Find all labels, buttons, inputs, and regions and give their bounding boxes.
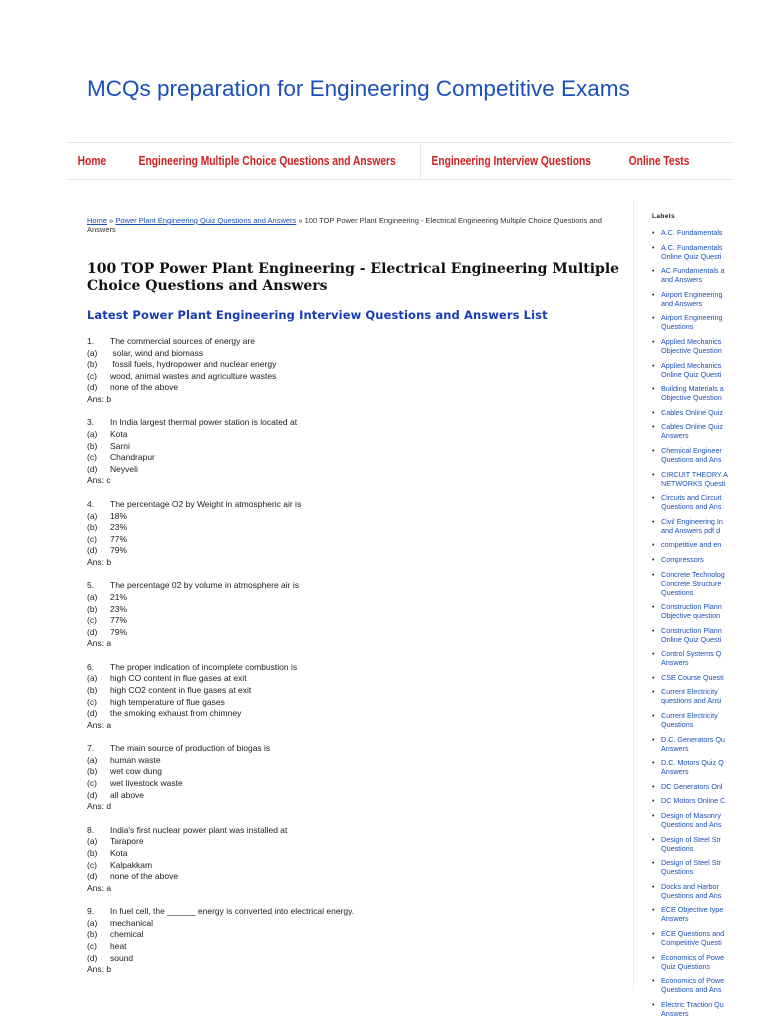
question-text: In India largest thermal power station is located at: [110, 417, 298, 428]
answer-key: Ans: b: [87, 964, 112, 975]
label-link-text: NETWORKS Questi: [661, 478, 726, 488]
breadcrumb-category-link[interactable]: Power Plant Engineering Quiz Questions and Answers: [115, 216, 297, 225]
label-link[interactable]: [652, 555, 768, 564]
option-letter: (d): [87, 952, 98, 963]
question-line: [87, 662, 632, 674]
answer-option: [87, 382, 632, 394]
answer-option: [87, 836, 632, 848]
option-text: solar, wind and biomass: [110, 347, 204, 358]
label-link[interactable]: [652, 266, 768, 284]
label-link-text: • ECE Questions and: [661, 929, 725, 938]
label-link-text: • D.C. Generators Qu: [661, 734, 725, 744]
answer-key: Ans: a: [87, 882, 112, 893]
label-link[interactable]: [652, 470, 768, 488]
column-divider: [633, 200, 634, 990]
question-text: In fuel cell, the ______ energy is converted into electrical energy.: [110, 906, 355, 917]
option-letter: (c): [87, 370, 97, 381]
answer-option: [87, 848, 632, 860]
option-letter: (c): [87, 859, 97, 870]
breadcrumb-separator: »: [296, 216, 305, 225]
question-text: India's first nuclear power plant was installed at: [110, 824, 288, 835]
answer-key: Ans: d: [87, 801, 112, 812]
label-link-text: • DC Motors Online C: [661, 796, 726, 806]
label-link-text: • Current Electricity: [661, 687, 718, 697]
breadcrumb-current: 100 TOP Power Plant Engineering - Electrical Engineering Multiple Choice Questions and Answers: [87, 216, 602, 234]
question-number: 3.: [87, 417, 95, 428]
option-letter: (b): [87, 766, 98, 777]
option-text: human waste: [110, 754, 161, 765]
label-link[interactable]: [652, 673, 768, 682]
answer-option: [87, 673, 632, 685]
answer-option: [87, 627, 632, 639]
option-text: 77%: [110, 615, 128, 626]
answer-option: [87, 429, 632, 441]
site-title[interactable]: MCQs preparation for Engineering Competitive Exams: [87, 76, 630, 101]
question-line: [87, 743, 632, 755]
label-link-text: Questions and Ans: [661, 985, 722, 995]
nav-engineering-mcq[interactable]: Engineering Multiple Choice Questions and Answers: [138, 154, 396, 168]
option-letter: (a): [87, 510, 98, 521]
post-subheading: Latest Power Plant Engineering Interview Questions and Answers List: [87, 308, 548, 322]
option-text: 79%: [110, 545, 128, 556]
option-text: high CO2 content in flue gases at exit: [110, 685, 252, 695]
label-link[interactable]: [652, 446, 768, 464]
answer-option: [87, 941, 632, 953]
option-text: 23%: [110, 522, 128, 533]
label-link[interactable]: [652, 796, 768, 805]
label-link-text: • Chemical Engineer: [661, 445, 722, 455]
answer-key: Ans: b: [87, 393, 112, 404]
option-letter: (d): [87, 789, 98, 800]
label-link[interactable]: [652, 905, 768, 923]
question-number: 4.: [87, 498, 95, 509]
question-list: [87, 336, 632, 976]
label-link[interactable]: [652, 540, 768, 549]
label-link-text: • CSE Course Questi: [661, 672, 724, 682]
label-link[interactable]: [652, 570, 768, 597]
question-text: The percentage 02 by volume in atmosphere air is: [110, 580, 299, 591]
question-line: [87, 906, 632, 918]
answer-option: [87, 790, 632, 802]
option-letter: (d): [87, 545, 98, 556]
option-letter: (c): [87, 452, 97, 463]
option-text: wood, animal wastes and agriculture wastes: [110, 370, 277, 381]
label-link-text: Questions and Ans: [661, 820, 722, 830]
label-link-text: • competitive and en: [661, 540, 722, 550]
question-number: 9.: [87, 906, 95, 917]
question-line: [87, 417, 632, 429]
answer-option: [87, 592, 632, 604]
label-link[interactable]: [652, 408, 768, 417]
answer-option: [87, 953, 632, 965]
label-link-text: questions and Ansi: [661, 696, 722, 706]
labels-heading: Labels: [652, 213, 675, 220]
question-item: [87, 417, 632, 487]
question-number: 6.: [87, 661, 95, 672]
label-link-text: • ECE Objective type: [661, 905, 724, 915]
label-link-text: Questions: [661, 322, 694, 332]
option-text: 23%: [110, 603, 128, 614]
option-letter: (a): [87, 591, 98, 602]
label-link-text: • Construction Plann: [661, 602, 722, 612]
label-link[interactable]: [652, 493, 768, 511]
question-item: [87, 580, 632, 650]
label-link-text: • Design of Steel Str: [661, 858, 721, 868]
label-link-text: • DC Generators Onl: [661, 781, 723, 791]
option-letter: (c): [87, 615, 97, 626]
label-link-text: Answers: [661, 658, 689, 668]
label-link-text: • Airport Engineering: [661, 313, 723, 323]
label-link-text: • A.C. Fundamentals: [661, 228, 723, 237]
option-letter: (b): [87, 929, 98, 940]
answer-option: [87, 359, 632, 371]
label-link[interactable]: [652, 929, 768, 947]
answer-option: [87, 697, 632, 709]
option-letter: (b): [87, 685, 98, 695]
answer-option: [87, 871, 632, 883]
label-link-text: and Answers pdf d: [661, 525, 721, 535]
label-link-text: Online Quiz Questi: [661, 634, 722, 644]
label-link-text: • Current Electricity: [661, 711, 718, 721]
label-link-text: • D.C. Motors Quiz Q: [661, 758, 724, 768]
label-link[interactable]: [652, 290, 768, 308]
option-letter: (b): [87, 522, 98, 533]
label-link[interactable]: [652, 361, 768, 379]
option-text: Neyveli: [110, 463, 138, 474]
label-link-text: Answers: [661, 743, 689, 753]
label-link-text: • Design of Steel Str: [661, 834, 721, 844]
question-item: [87, 906, 632, 976]
main-content: [87, 216, 632, 988]
label-link-text: Questions: [661, 867, 694, 877]
question-item: [87, 825, 632, 895]
option-letter: (d): [87, 871, 98, 882]
answer-option: [87, 534, 632, 546]
option-text: Kota: [110, 429, 128, 440]
label-link-text: Questions and Ans: [661, 890, 722, 900]
label-link-text: Online Quiz Questi: [661, 251, 722, 261]
question-item: [87, 743, 632, 813]
option-text: none of the above: [110, 871, 179, 882]
answer-option: [87, 522, 632, 534]
label-link[interactable]: [652, 649, 768, 667]
label-link[interactable]: [652, 243, 768, 261]
label-link-text: Questions: [661, 843, 694, 853]
answer-key: Ans: a: [87, 719, 112, 730]
answer-option: [87, 441, 632, 453]
answer-option: [87, 929, 632, 941]
label-link[interactable]: [652, 735, 768, 753]
label-link-text: • Civil Engineering In: [661, 516, 723, 526]
label-link-text: Objective question: [661, 611, 721, 621]
label-link[interactable]: [652, 626, 768, 644]
label-link-text: Answers: [661, 767, 689, 777]
option-letter: (b): [87, 440, 98, 451]
option-text: 18%: [110, 510, 128, 521]
answer-option: [87, 708, 632, 720]
breadcrumb-separator: »: [107, 216, 116, 225]
label-link[interactable]: [652, 517, 768, 535]
top-navigation: [67, 142, 733, 180]
option-text: Sarni: [110, 440, 130, 451]
label-link-text: Questions: [661, 720, 694, 730]
option-text: 79%: [110, 626, 128, 637]
label-link-text: Answers: [661, 914, 689, 924]
sidebar: [652, 213, 768, 1023]
label-link-text: • Design of Masonry: [661, 811, 721, 821]
option-text: chemical: [110, 929, 144, 940]
option-letter: (d): [87, 626, 98, 637]
answer-option: [87, 464, 632, 476]
label-link-text: Objective Question: [661, 345, 722, 355]
answer-option: [87, 371, 632, 383]
post-title: 100 TOP Power Plant Engineering - Electrical Engineering Multiple Choice Questions and Answers: [87, 261, 620, 294]
option-letter: (a): [87, 673, 98, 684]
option-text: high CO content in flue gases at exit: [110, 673, 247, 684]
option-text: fossil fuels, hydropower and nuclear energy: [110, 359, 277, 370]
option-text: 77%: [110, 533, 128, 544]
option-text: the smoking exhaust from chimney: [110, 708, 242, 719]
nav-home[interactable]: Home: [77, 154, 107, 168]
option-text: Chandrapur: [110, 452, 155, 463]
option-letter: (a): [87, 836, 98, 847]
answer-option: [87, 766, 632, 778]
answer-option: [87, 755, 632, 767]
answer-option: [87, 778, 632, 790]
question-line: [87, 499, 632, 511]
question-item: [87, 499, 632, 569]
question-text: The main source of production of biogas is: [110, 743, 271, 754]
label-link-text: Online Quiz Questi: [661, 369, 722, 379]
question-item: [87, 336, 632, 406]
option-letter: (c): [87, 696, 97, 707]
option-text: Tarapore: [110, 836, 144, 847]
answer-key: Ans: b: [87, 556, 112, 567]
label-link[interactable]: [652, 422, 768, 440]
question-number: 1.: [87, 336, 95, 346]
label-link[interactable]: [652, 811, 768, 829]
label-link[interactable]: [652, 835, 768, 853]
question-line: [87, 336, 632, 348]
label-link-text: Questions and Ans: [661, 454, 722, 464]
option-letter: (a): [87, 754, 98, 765]
label-link-text: • Economics of Powe: [661, 976, 725, 986]
nav-online-tests[interactable]: Online Tests: [628, 154, 690, 168]
option-text: mechanical: [110, 917, 153, 928]
option-text: Kalpakkam: [110, 859, 153, 870]
label-link[interactable]: [652, 687, 768, 705]
option-letter: (c): [87, 778, 97, 789]
label-link-text: Concrete Structure: [661, 578, 722, 588]
label-link-text: Questions and Ans: [661, 502, 722, 512]
option-letter: (a): [87, 917, 98, 928]
label-link-text: • Compressors: [661, 554, 704, 564]
question-line: [87, 580, 632, 592]
option-letter: (c): [87, 533, 97, 544]
question-text: The percentage O2 by Weight in atmospheric air is: [110, 498, 302, 509]
label-link-text: • Building Materials a: [661, 384, 724, 394]
option-letter: (b): [87, 847, 98, 858]
label-link-text: • Economics of Powe: [661, 952, 725, 962]
label-link-text: • AC Fundamentals a: [661, 266, 725, 276]
answer-key: Ans: a: [87, 638, 112, 649]
answer-option: [87, 685, 632, 697]
option-text: all above: [110, 789, 145, 800]
label-link[interactable]: [652, 228, 768, 237]
label-link[interactable]: [652, 337, 768, 355]
option-letter: (a): [87, 429, 98, 440]
option-letter: (a): [87, 347, 98, 358]
option-text: wet livestock waste: [110, 778, 183, 789]
label-link-text: Questions: [661, 587, 694, 597]
label-link-text: • Concrete Technolog: [661, 569, 725, 579]
label-link-text: Answers: [661, 1008, 689, 1018]
option-letter: (d): [87, 463, 98, 474]
option-letter: (d): [87, 382, 98, 393]
question-text: The proper indication of incomplete combustion is: [110, 661, 298, 672]
label-link-text: • A.C. Fundamentals: [661, 242, 723, 252]
answer-option: [87, 604, 632, 616]
option-text: Kota: [110, 847, 128, 858]
nav-interview-questions[interactable]: Engineering Interview Questions: [420, 143, 602, 179]
label-link[interactable]: [652, 758, 768, 776]
label-link-text: • Cables Online Quiz: [661, 407, 723, 417]
label-link-text: Competitive Questi: [661, 938, 722, 947]
option-text: 21%: [110, 591, 128, 602]
option-letter: (b): [87, 359, 98, 370]
label-link[interactable]: [652, 858, 768, 876]
label-link-text: and Answers: [661, 275, 703, 285]
label-link-text: • Airport Engineering: [661, 289, 723, 299]
label-link[interactable]: [652, 602, 768, 620]
label-link-text: • Control Systems Q: [661, 649, 722, 659]
label-link[interactable]: [652, 384, 768, 402]
option-text: none of the above: [110, 382, 179, 393]
label-link-text: Quiz Questions: [661, 961, 711, 971]
label-link-text: and Answers: [661, 298, 703, 308]
breadcrumb-home-link[interactable]: Home: [87, 216, 108, 225]
label-link-text: • Docks and Harbor: [661, 881, 719, 891]
label-link[interactable]: [652, 313, 768, 331]
option-text: high temperature of flue gases: [110, 696, 225, 707]
answer-option: [87, 511, 632, 523]
question-item: [87, 662, 632, 732]
question-number: 5.: [87, 580, 95, 591]
answer-key: Ans: c: [87, 475, 111, 486]
labels-list: [652, 228, 768, 1018]
label-link[interactable]: [652, 882, 768, 900]
answer-option: [87, 545, 632, 557]
option-letter: (b): [87, 603, 98, 614]
label-link-text: • Applied Mechanics: [661, 360, 722, 370]
answer-option: [87, 860, 632, 872]
label-link-text: • Circuits and Circuit: [661, 493, 722, 503]
answer-option: [87, 918, 632, 930]
option-letter: (d): [87, 708, 98, 719]
label-link-text: • CIRCUIT THEORY A: [661, 469, 728, 479]
label-link-text: • Construction Plann: [661, 625, 722, 635]
option-letter: (c): [87, 940, 97, 951]
answer-option: [87, 348, 632, 360]
label-link-text: • Applied Mechanics: [661, 336, 722, 346]
label-link-text: Objective Question: [661, 393, 722, 403]
label-link[interactable]: [652, 1000, 768, 1018]
label-link-text: Answers: [661, 431, 689, 441]
option-text: wet cow dung: [110, 766, 162, 777]
question-line: [87, 825, 632, 837]
label-link[interactable]: [652, 953, 768, 971]
label-link-text: • Electric Traction Qu: [661, 999, 724, 1009]
answer-option: [87, 615, 632, 627]
option-text: heat: [110, 940, 127, 951]
label-link[interactable]: [652, 711, 768, 729]
question-text: The commercial sources of energy are: [110, 336, 256, 346]
breadcrumb: [87, 216, 632, 234]
option-text: sound: [110, 952, 134, 963]
label-link[interactable]: [652, 782, 768, 791]
question-number: 7.: [87, 743, 95, 754]
question-number: 8.: [87, 824, 95, 835]
answer-option: [87, 452, 632, 464]
label-link-text: • Cables Online Quiz: [661, 422, 723, 432]
label-link[interactable]: [652, 976, 768, 994]
